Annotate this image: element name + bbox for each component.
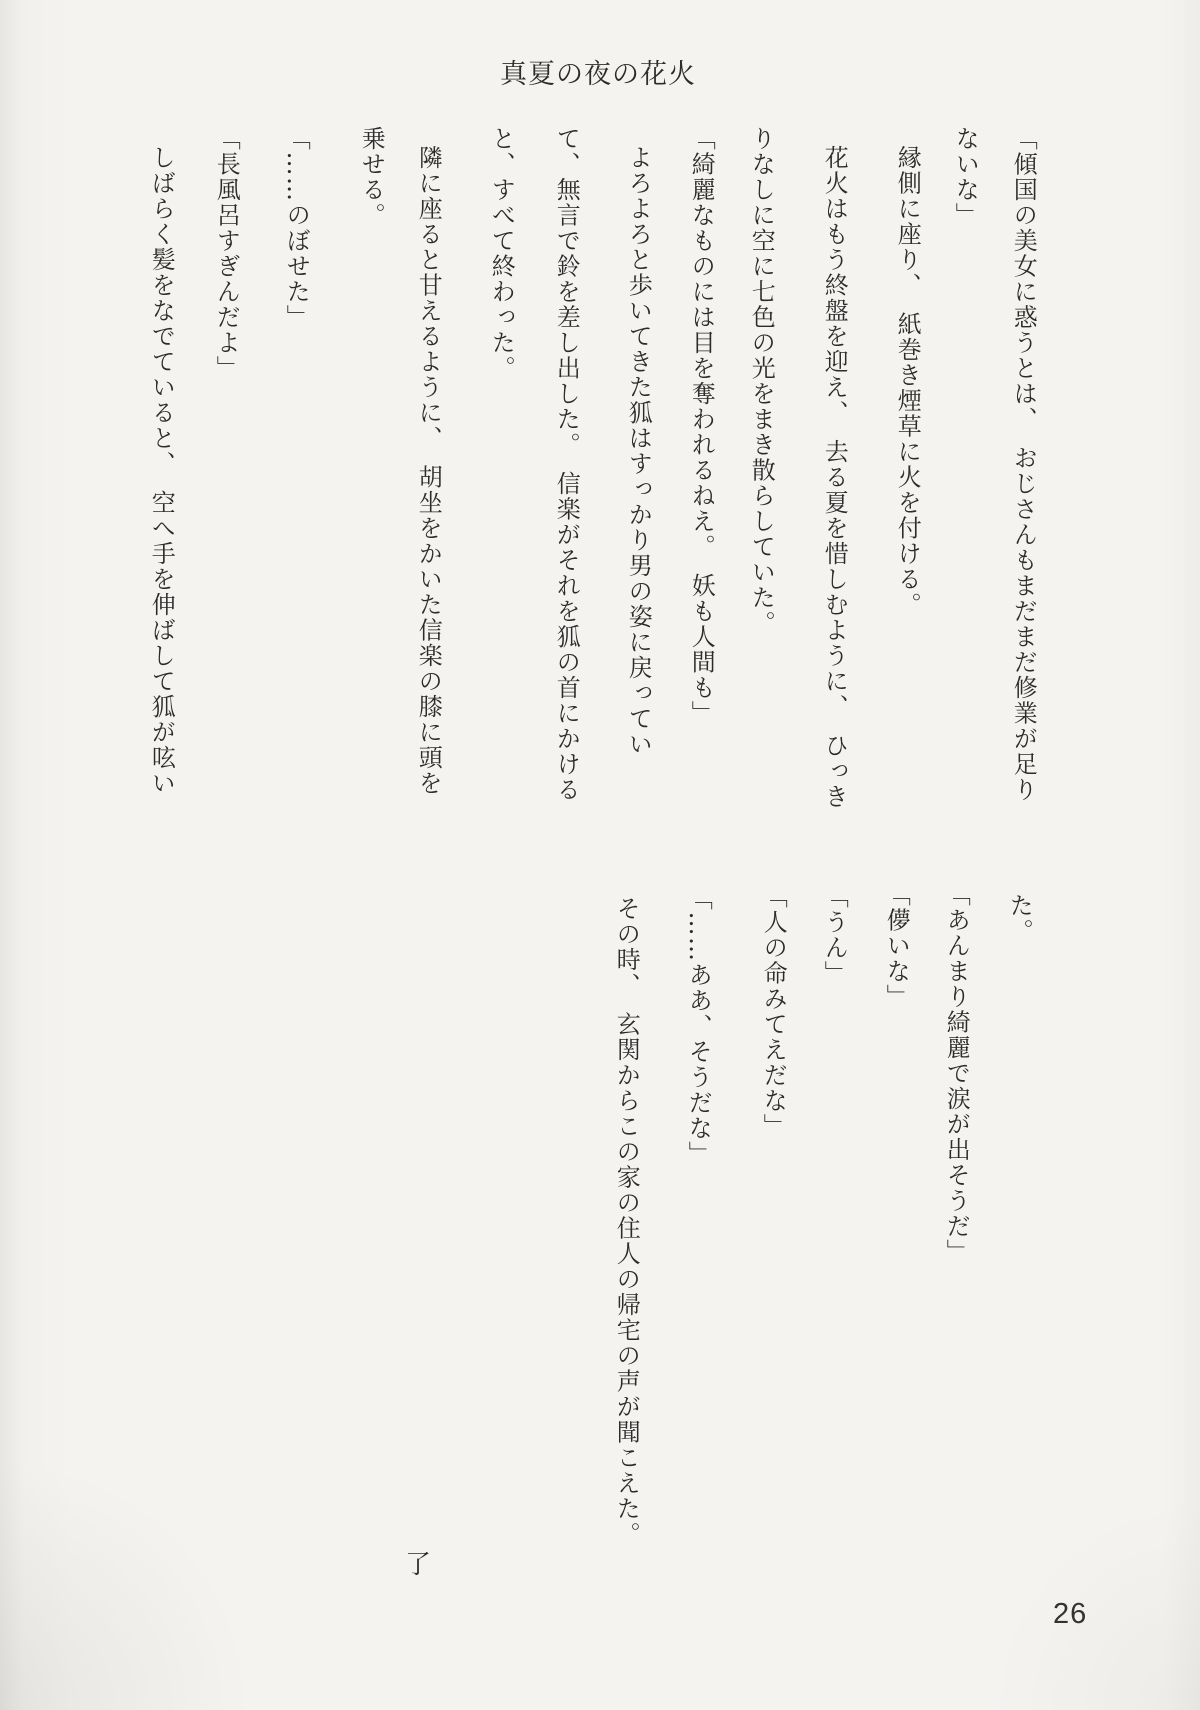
text-column: 「うん」: [820, 884, 849, 986]
text-column: 「傾国の美女に惑うとは、 おじさんもまだまだ修業が足り: [1009, 126, 1038, 803]
text-column: 「……ああ、そうだな」: [684, 886, 713, 1167]
text-column: 縁側に座り、 紙巻き煙草に火を付ける。: [893, 145, 922, 618]
text-column: 「長風呂すぎんだよ」: [212, 126, 241, 381]
text-column: 乗せる。: [357, 126, 386, 228]
end-mark: 了: [405, 1550, 432, 1580]
page-number: 26: [1053, 1598, 1088, 1630]
text-column: 「あんまり綺麗で涙が出そうだ」: [942, 882, 971, 1265]
text-column: その時、 玄関からこの家の住人の帰宅の声が聞こえた。: [612, 896, 641, 1547]
text-column: た。: [1005, 893, 1034, 944]
text-column: 「……のぼせた」: [282, 126, 311, 330]
text-column: 「人の命みてえだな」: [759, 884, 788, 1139]
page-title: 真夏の夜の花火: [500, 59, 696, 90]
text-column: よろよろと歩いてきた狐はすっかり男の姿に戻ってい: [624, 145, 653, 757]
text-column: りなしに空に七色の光をまき散らしていた。: [747, 126, 776, 636]
text-column: しばらく髪をなでていると、 空へ手を伸ばして狐が呟い: [147, 145, 176, 796]
text-column: て、無言で鈴を差し出した。 信楽がそれを狐の首にかける: [552, 126, 581, 803]
text-column: 「綺麗なものには目を奪われるねえ。 妖も人間も」: [687, 126, 716, 726]
text-column: 花火はもう終盤を迎え、 去る夏を惜しむように、 ひっき: [820, 145, 849, 810]
text-column: 「儚いな」: [882, 882, 911, 1010]
text-column: ないな」: [951, 126, 980, 228]
text-column: 隣に座ると甘えるように、 胡坐をかいた信楽の膝に頭を: [414, 145, 443, 796]
text-column: と、すべて終わった。: [487, 126, 516, 381]
